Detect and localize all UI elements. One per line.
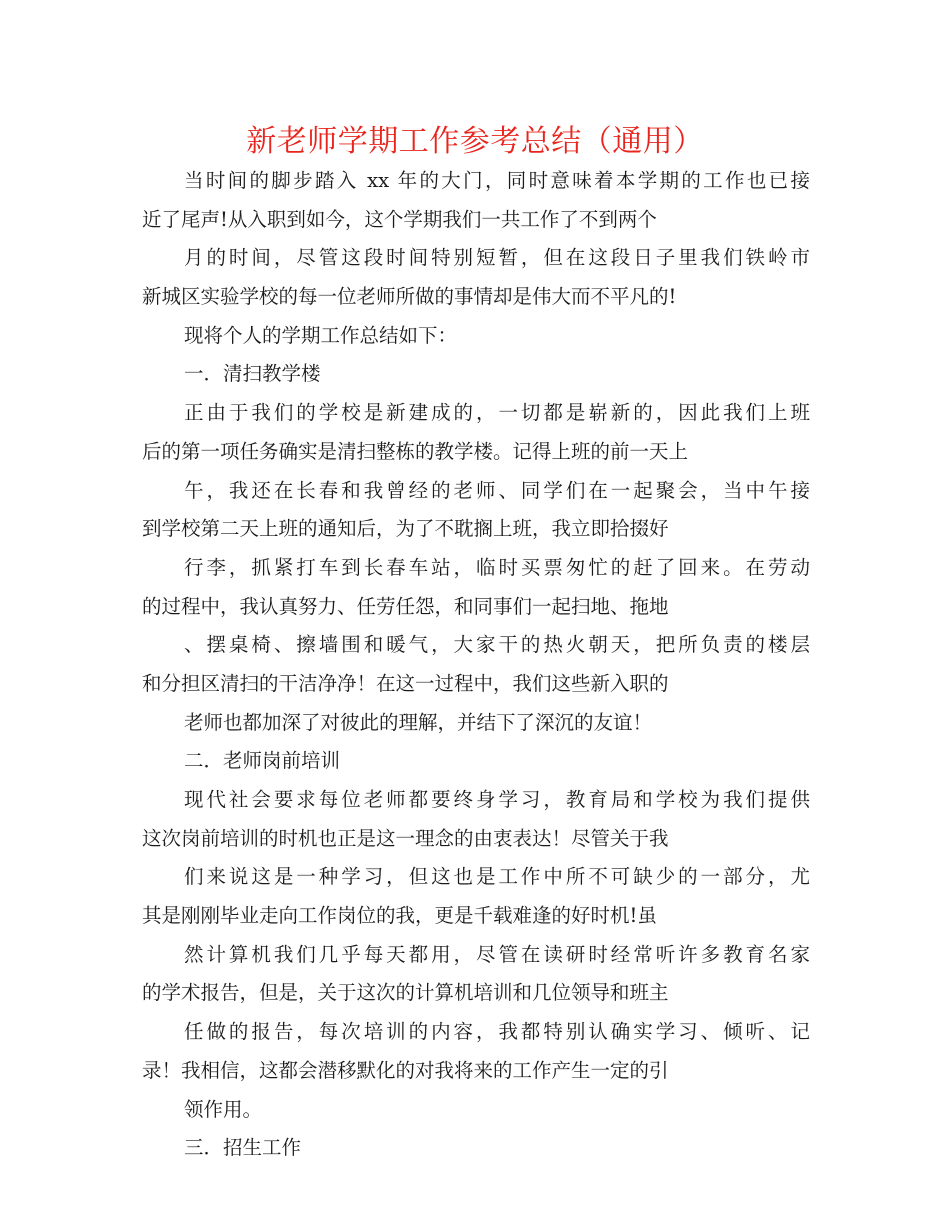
text-line: 一．清扫教学楼 <box>184 362 321 386</box>
text-line: 三．招生工作 <box>184 1136 302 1160</box>
text-line: 领作用。 <box>184 1097 263 1121</box>
text-line: 和分担区清扫的干洁净净！在这一过程中，我们这些新入职的 <box>142 671 669 695</box>
text-line: 的学术报告，但是，关于这次的计算机培训和几位领导和班主 <box>142 981 669 1005</box>
text-line: 当时间的脚步踏入 xx 年的大门，同时意味着本学期的工作也已接 <box>184 169 810 192</box>
text-line: 新城区实验学校的每一位老师所做的事情却是伟大而不平凡的! <box>142 285 677 309</box>
text-line: 们来说这是一种学习，但这也是工作中所不可缺少的一部分，尤 <box>184 865 810 889</box>
document-body <box>142 162 810 1168</box>
text-line: 二．老师岗前培训 <box>184 749 341 773</box>
text-line: 现代社会要求每位老师都要终身学习，教育局和学校为我们提供 <box>184 788 810 811</box>
text-line: 正由于我们的学校是新建成的，一切都是崭新的，因此我们上班 <box>184 401 810 425</box>
text-line: 这次岗前培训的时机也正是这一理念的由衷表达！尽管关于我 <box>142 826 669 850</box>
text-line: 现将个人的学期工作总结如下： <box>184 323 458 347</box>
text-line: 录！我相信，这都会潜移默化的对我将来的工作产生一定的引 <box>142 1058 669 1082</box>
text-line: 行李，抓紧打车到长春车站，临时买票匆忙的赶了回来。在劳动 <box>184 555 810 579</box>
text-line: 午，我还在长春和我曾经的老师、同学们在一起聚会，当中午接 <box>184 478 810 502</box>
text-line: 到学校第二天上班的通知后，为了不耽搁上班，我立即拾掇好 <box>142 517 669 541</box>
document-title: 新老师学期工作参考总结（通用） <box>246 124 704 159</box>
text-line: 后的第一项任务确实是清扫整栋的教学楼。记得上班的前一天上 <box>142 439 689 463</box>
text-line: 其是刚刚毕业走向工作岗位的我，更是千载难逢的好时机!虽 <box>142 904 657 928</box>
text-line: 月的时间，尽管这段时间特别短暂，但在这段日子里我们铁岭市 <box>184 246 810 270</box>
text-line: 的过程中，我认真努力、任劳任怨，和同事们一起扫地、拖地 <box>142 594 669 618</box>
text-line: 然计算机我们几乎每天都用，尽管在读研时经常听许多教育名家 <box>184 942 810 966</box>
text-line: 近了尾声!从入职到如今，这个学期我们一共工作了不到两个 <box>142 207 657 231</box>
text-line: 任做的报告，每次培训的内容，我都特别认确实学习、倾听、记 <box>184 1020 810 1044</box>
text-line: 、摆桌椅、擦墙围和暖气，大家干的热火朝天，把所负责的楼层 <box>184 633 810 657</box>
text-line: 老师也都加深了对彼此的理解，并结下了深沉的友谊！ <box>184 710 653 734</box>
